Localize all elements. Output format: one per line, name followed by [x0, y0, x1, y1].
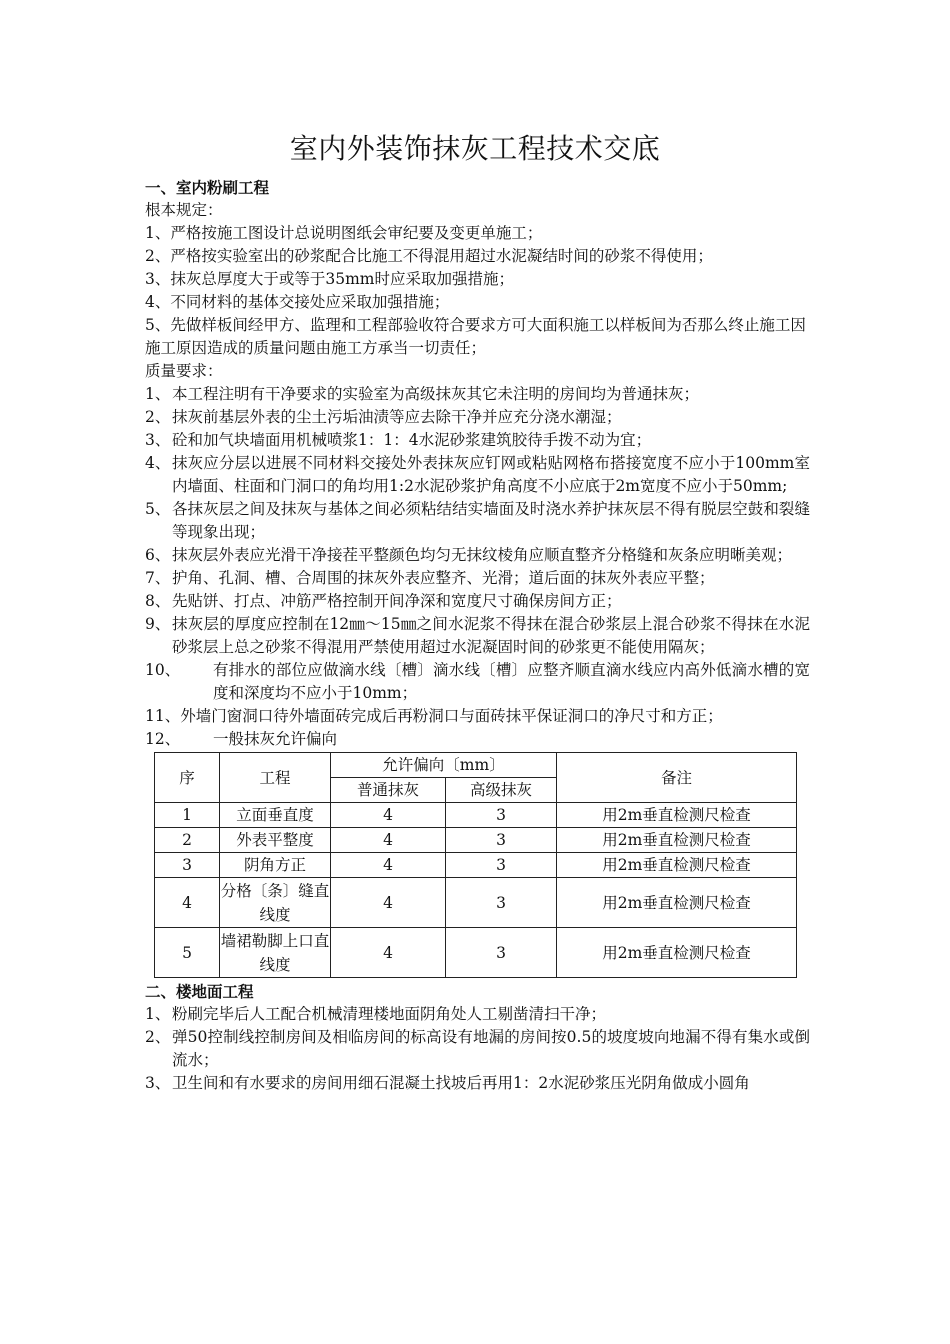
cell-seq: 2 [155, 828, 220, 853]
item-text: 卫生间和有水要求的房间用细石混凝土找坡后再用1：2水泥砂浆压光阴角做成小圆角 [172, 1074, 750, 1092]
item-number: 9、 [145, 615, 176, 633]
table-row [155, 803, 797, 828]
floor-item [145, 1026, 810, 1072]
basic-rule-item [145, 314, 810, 360]
basic-rule-item [145, 291, 810, 314]
document-title: 室内外装饰抹灰工程技术交底 [289, 132, 661, 165]
section-heading-floor-works: 二、楼地面工程 [145, 982, 254, 1001]
item-text: 抹灰层外表应光滑干净接茬平整颜色均匀无抹纹棱角应顺直整齐分格缝和灰条应明晰美观； [172, 546, 793, 564]
cell-item: 分格〔条〕缝直线度 [220, 878, 331, 928]
item-number: 1、 [145, 1005, 176, 1023]
cell-high: 3 [446, 928, 557, 978]
item-text: 各抹灰层之间及抹灰与基体之间必须粘结结实墙面及时浇水养护抹灰层不得有脱层空鼓和裂缝等现象出现； [172, 500, 810, 541]
floor-item [145, 1072, 810, 1095]
quality-item [145, 705, 810, 728]
cell-normal: 4 [331, 853, 446, 878]
table-row [155, 928, 797, 978]
item-number: 8、 [145, 592, 176, 610]
cell-high: 3 [446, 853, 557, 878]
quality-item [145, 613, 810, 659]
item-number: 4、 [145, 293, 171, 311]
item-number: 2、 [145, 247, 171, 265]
item-number: 1、 [145, 224, 171, 242]
cell-note: 用2m垂直检测尺检查 [557, 928, 797, 978]
basic-rule-item [145, 245, 810, 268]
quality-item [145, 406, 810, 429]
header-high-plaster: 高级抹灰 [446, 778, 557, 803]
item-text: 外墙门窗洞口待外墙面砖完成后再粉洞口与面砖抹平保证洞口的净尺寸和方正； [180, 707, 723, 725]
cell-normal: 4 [331, 928, 446, 978]
quality-item [145, 659, 810, 705]
item-text: 弹50控制线控制房间及相临房间的标高设有地漏的房间按0.5的坡度坡向地漏不得有集水或倒流水； [172, 1028, 810, 1069]
cell-seq: 5 [155, 928, 220, 978]
item-text: 抹灰前基层外表的尘土污垢油渍等应去除干净并应充分浇水潮湿； [172, 408, 622, 426]
cell-high: 3 [446, 803, 557, 828]
tolerance-table [154, 752, 797, 978]
table-row [155, 828, 797, 853]
item-number: 3、 [145, 1074, 176, 1092]
header-seq: 序 [155, 753, 220, 803]
header-normal-plaster: 普通抹灰 [331, 778, 446, 803]
item-text: 先做样板间经甲方、监理和工程部验收符合要求方可大面积施工以样板间为否那么终止施工因施工原因造成的质量问题由施工方承当一切责任； [145, 316, 806, 357]
quality-item [145, 498, 810, 544]
quality-item [145, 429, 810, 452]
header-item: 工程 [220, 753, 331, 803]
quality-item [145, 383, 810, 406]
item-text: 严格按施工图设计总说明图纸会审纪要及变更单施工； [170, 224, 543, 242]
item-number: 4、 [145, 454, 176, 472]
basic-rule-item [145, 222, 810, 245]
table-row [155, 853, 797, 878]
item-number: 3、 [145, 431, 176, 449]
cell-high: 3 [446, 878, 557, 928]
cell-item: 阴角方正 [220, 853, 331, 878]
quality-item [145, 590, 810, 613]
item-text: 抹灰应分层以进展不同材料交接处外表抹灰应钉网或粘贴网格布搭接宽度不应小于100mm室内墙面、柱面和门洞口的角均用1:2水泥砂浆护角高度不小应底于2m宽度不应小于50mm; [172, 454, 810, 495]
item-text: 抹灰层的厚度应控制在12㎜～15㎜之间水泥浆不得抹在混合砂浆层上混合砂浆不得抹在水泥砂浆层上总之砂浆不得混用严禁使用超过水泥凝固时间的砂浆更不能使用隔灰； [172, 615, 810, 656]
cell-normal: 4 [331, 803, 446, 828]
document-body [145, 176, 810, 1095]
header-allowed-deviation: 允许偏向〔mm〕 [331, 753, 557, 778]
quality-item [145, 728, 810, 751]
floor-item [145, 1003, 810, 1026]
item-text: 本工程注明有干净要求的实验室为高级抹灰其它未注明的房间均为普通抹灰； [172, 385, 700, 403]
item-number: 2、 [145, 408, 176, 426]
cell-normal: 4 [331, 828, 446, 853]
item-text: 粉刷完毕后人工配合机械清理楼地面阴角处人工剔凿清扫干净； [172, 1005, 607, 1023]
item-text: 先贴饼、打点、冲筋严格控制开间净深和宽度尺寸确保房间方正； [172, 592, 622, 610]
item-number: 10、 [145, 661, 181, 679]
item-number: 7、 [145, 569, 176, 587]
cell-note: 用2m垂直检测尺检查 [557, 828, 797, 853]
item-text: 砼和加气块墙面用机械喷浆1：1：4水泥砂浆建筑胶待手拨不动为宜； [172, 431, 652, 449]
quality-requirements-label: 质量要求： [145, 362, 223, 380]
item-number: 2、 [145, 1028, 176, 1046]
cell-seq: 3 [155, 853, 220, 878]
cell-item: 立面垂直度 [220, 803, 331, 828]
table-row [155, 878, 797, 928]
header-note: 备注 [557, 753, 797, 803]
cell-seq: 1 [155, 803, 220, 828]
item-text: 不同材料的基体交接处应采取加强措施； [170, 293, 450, 311]
item-number: 1、 [145, 385, 176, 403]
cell-note: 用2m垂直检测尺检查 [557, 853, 797, 878]
item-number: 12、 [145, 730, 181, 748]
cell-high: 3 [446, 828, 557, 853]
cell-note: 用2m垂直检测尺检查 [557, 878, 797, 928]
cell-item: 外表平整度 [220, 828, 331, 853]
item-number: 5、 [145, 316, 171, 334]
cell-normal: 4 [331, 878, 446, 928]
item-text: 严格按实验室出的砂浆配合比施工不得混用超过水泥凝结时间的砂浆不得使用； [170, 247, 713, 265]
item-text: 有排水的部位应做滴水线〔槽〕滴水线〔槽〕应整齐顺直滴水线应内高外低滴水槽的宽度和深度均不应小于10mm； [213, 661, 810, 702]
item-number: 5、 [145, 500, 176, 518]
quality-item [145, 544, 810, 567]
cell-note: 用2m垂直检测尺检查 [557, 803, 797, 828]
item-text: 护角、孔洞、槽、合周围的抹灰外表应整齐、光滑；道后面的抹灰外表应平整； [172, 569, 715, 587]
section-heading-interior-plastering: 一、室内粉刷工程 [145, 178, 270, 197]
item-text: 抹灰总厚度大于或等于35mm时应采取加强措施； [170, 270, 514, 288]
item-number: 6、 [145, 546, 176, 564]
cell-seq: 4 [155, 878, 220, 928]
item-number: 11、 [145, 707, 181, 725]
quality-item [145, 452, 810, 498]
basic-rules-label: 根本规定： [145, 201, 223, 219]
basic-rule-item [145, 268, 810, 291]
item-text: 一般抹灰允许偏向 [213, 730, 338, 748]
item-number: 3、 [145, 270, 171, 288]
quality-item [145, 567, 810, 590]
cell-item: 墙裙勒脚上口直线度 [220, 928, 331, 978]
